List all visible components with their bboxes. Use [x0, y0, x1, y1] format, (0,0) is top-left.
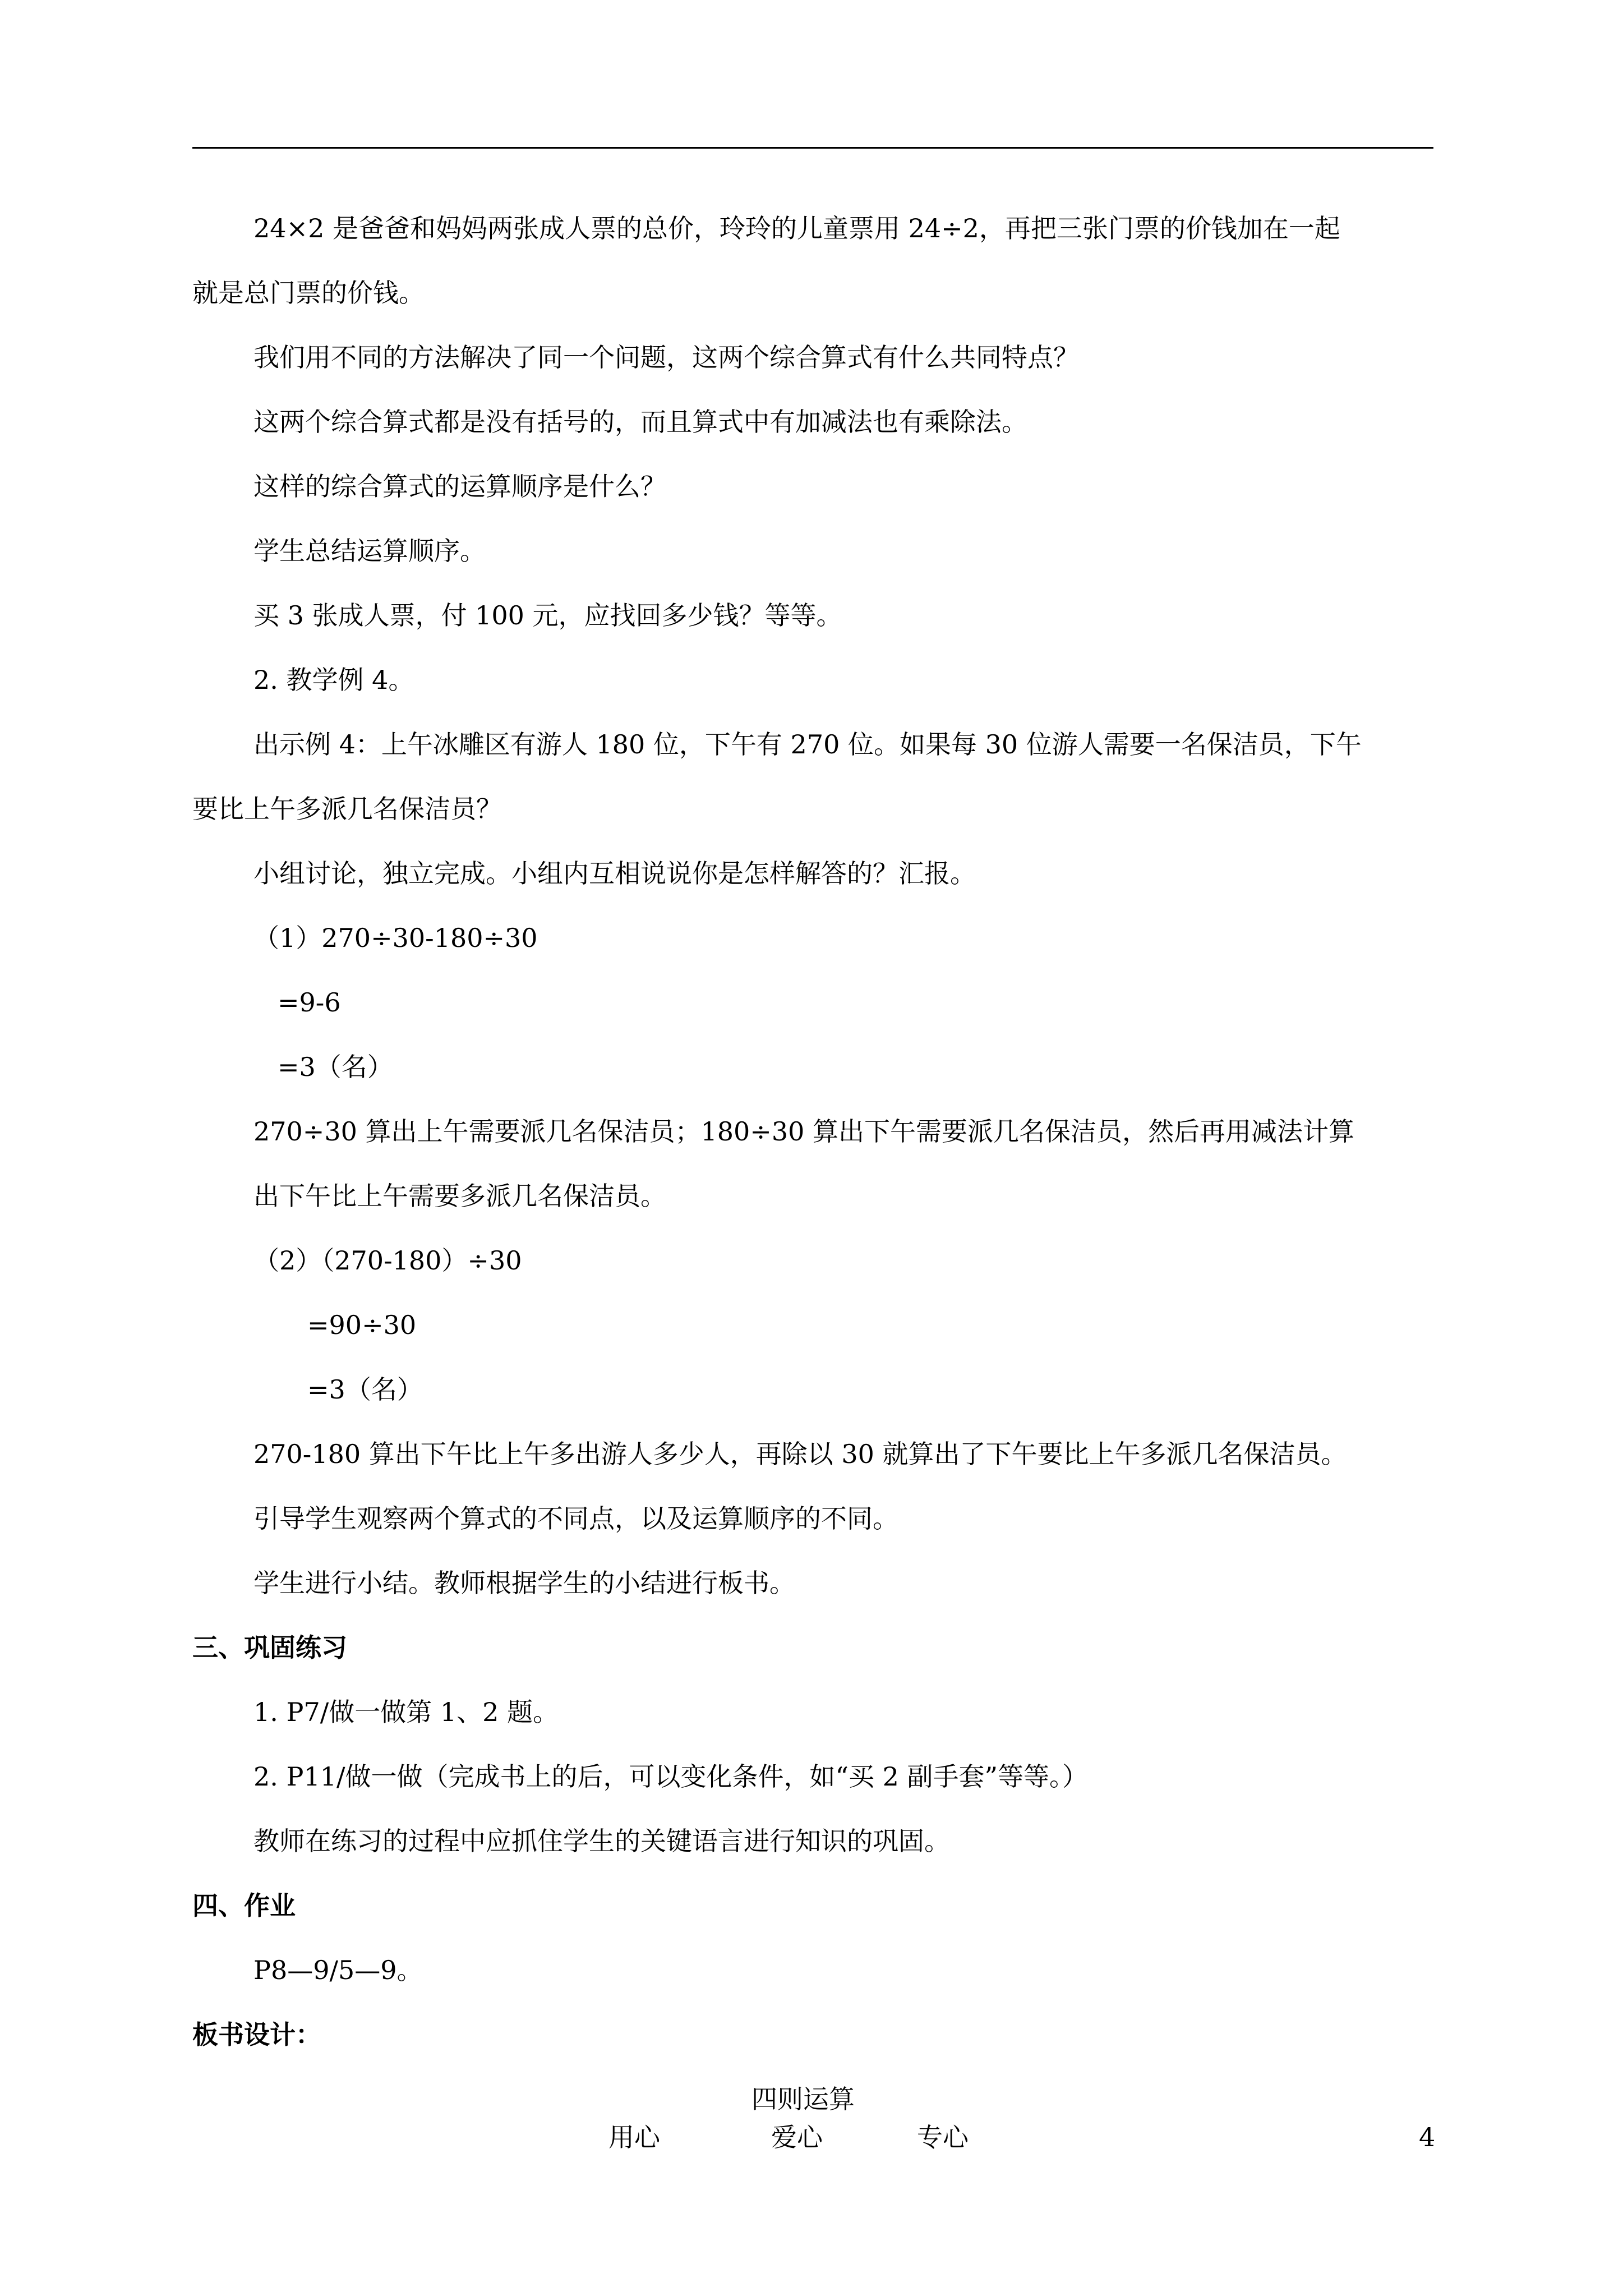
paragraph-line: 学生进行小结。教师根据学生的小结进行板书。 [253, 1568, 795, 1598]
section-heading: 四、作业 [192, 1890, 296, 1921]
paragraph-line: P8—9/5—9。 [253, 1955, 423, 1985]
calculation-line: =3（名） [278, 1052, 393, 1082]
paragraph-line: 买 3 张成人票，付 100 元，应找回多少钱？等等。 [253, 600, 842, 631]
paragraph-line: 这样的综合算式的运算顺序是什么？ [253, 471, 666, 501]
footer-word: 爱心 [771, 2122, 823, 2152]
section-heading: 三、巩固练习 [192, 1632, 347, 1663]
footer-word: 专心 [917, 2122, 969, 2152]
paragraph-line: 24×2 是爸爸和妈妈两张成人票的总价，玲玲的儿童票用 24÷2，再把三张门票的价钱加在一起 [253, 213, 1340, 243]
paragraph-line: 学生总结运算顺序。 [253, 536, 486, 566]
paragraph-line: 就是总门票的价钱。 [192, 278, 425, 308]
page-number: 4 [1419, 2122, 1436, 2152]
paragraph-line: 小组讨论，独立完成。小组内互相说说你是怎样解答的？汇报。 [253, 858, 976, 889]
paragraph-line: 270-180 算出下午比上午多出游人多少人，再除以 30 就算出了下午要比上午多派几名保洁员。 [253, 1439, 1347, 1469]
calculation-line: （2）（270-180）÷30 [253, 1245, 522, 1276]
header-rule [192, 147, 1433, 149]
paragraph-line: 出下午比上午需要多派几名保洁员。 [253, 1181, 666, 1211]
calculation-line: （1）270÷30-180÷30 [253, 923, 538, 953]
paragraph-line: 这两个综合算式都是没有括号的，而且算式中有加减法也有乘除法。 [253, 407, 1027, 437]
board-title: 四则运算 [751, 2084, 855, 2114]
section-item: 2. 教学例 4。 [253, 665, 414, 695]
paragraph-line: 2. P11/做一做（完成书上的后，可以变化条件，如“买 2 副手套”等等。） [253, 1761, 1089, 1792]
paragraph-line: 1. P7/做一做第 1、2 题。 [253, 1697, 559, 1727]
paragraph-line: 要比上午多派几名保洁员？ [192, 794, 502, 824]
paragraph-line: 270÷30 算出上午需要派几名保洁员；180÷30 算出下午需要派几名保洁员，然后再用减法计算 [253, 1116, 1354, 1147]
paragraph-line: 教师在练习的过程中应抓住学生的关键语言进行知识的巩固。 [253, 1826, 950, 1856]
paragraph-line: 我们用不同的方法解决了同一个问题，这两个综合算式有什么共同特点？ [253, 342, 1079, 372]
calculation-line: =3（名） [307, 1374, 423, 1405]
section-heading: 板书设计： [192, 2019, 321, 2050]
footer-word: 用心 [608, 2122, 660, 2152]
calculation-line: =9-6 [278, 987, 341, 1018]
paragraph-line: 引导学生观察两个算式的不同点，以及运算顺序的不同。 [253, 1503, 898, 1534]
calculation-line: =90÷30 [307, 1310, 417, 1340]
paragraph-line: 出示例 4：上午冰雕区有游人 180 位，下午有 270 位。如果每 30 位游人需要一名保洁员，下午 [253, 729, 1362, 760]
